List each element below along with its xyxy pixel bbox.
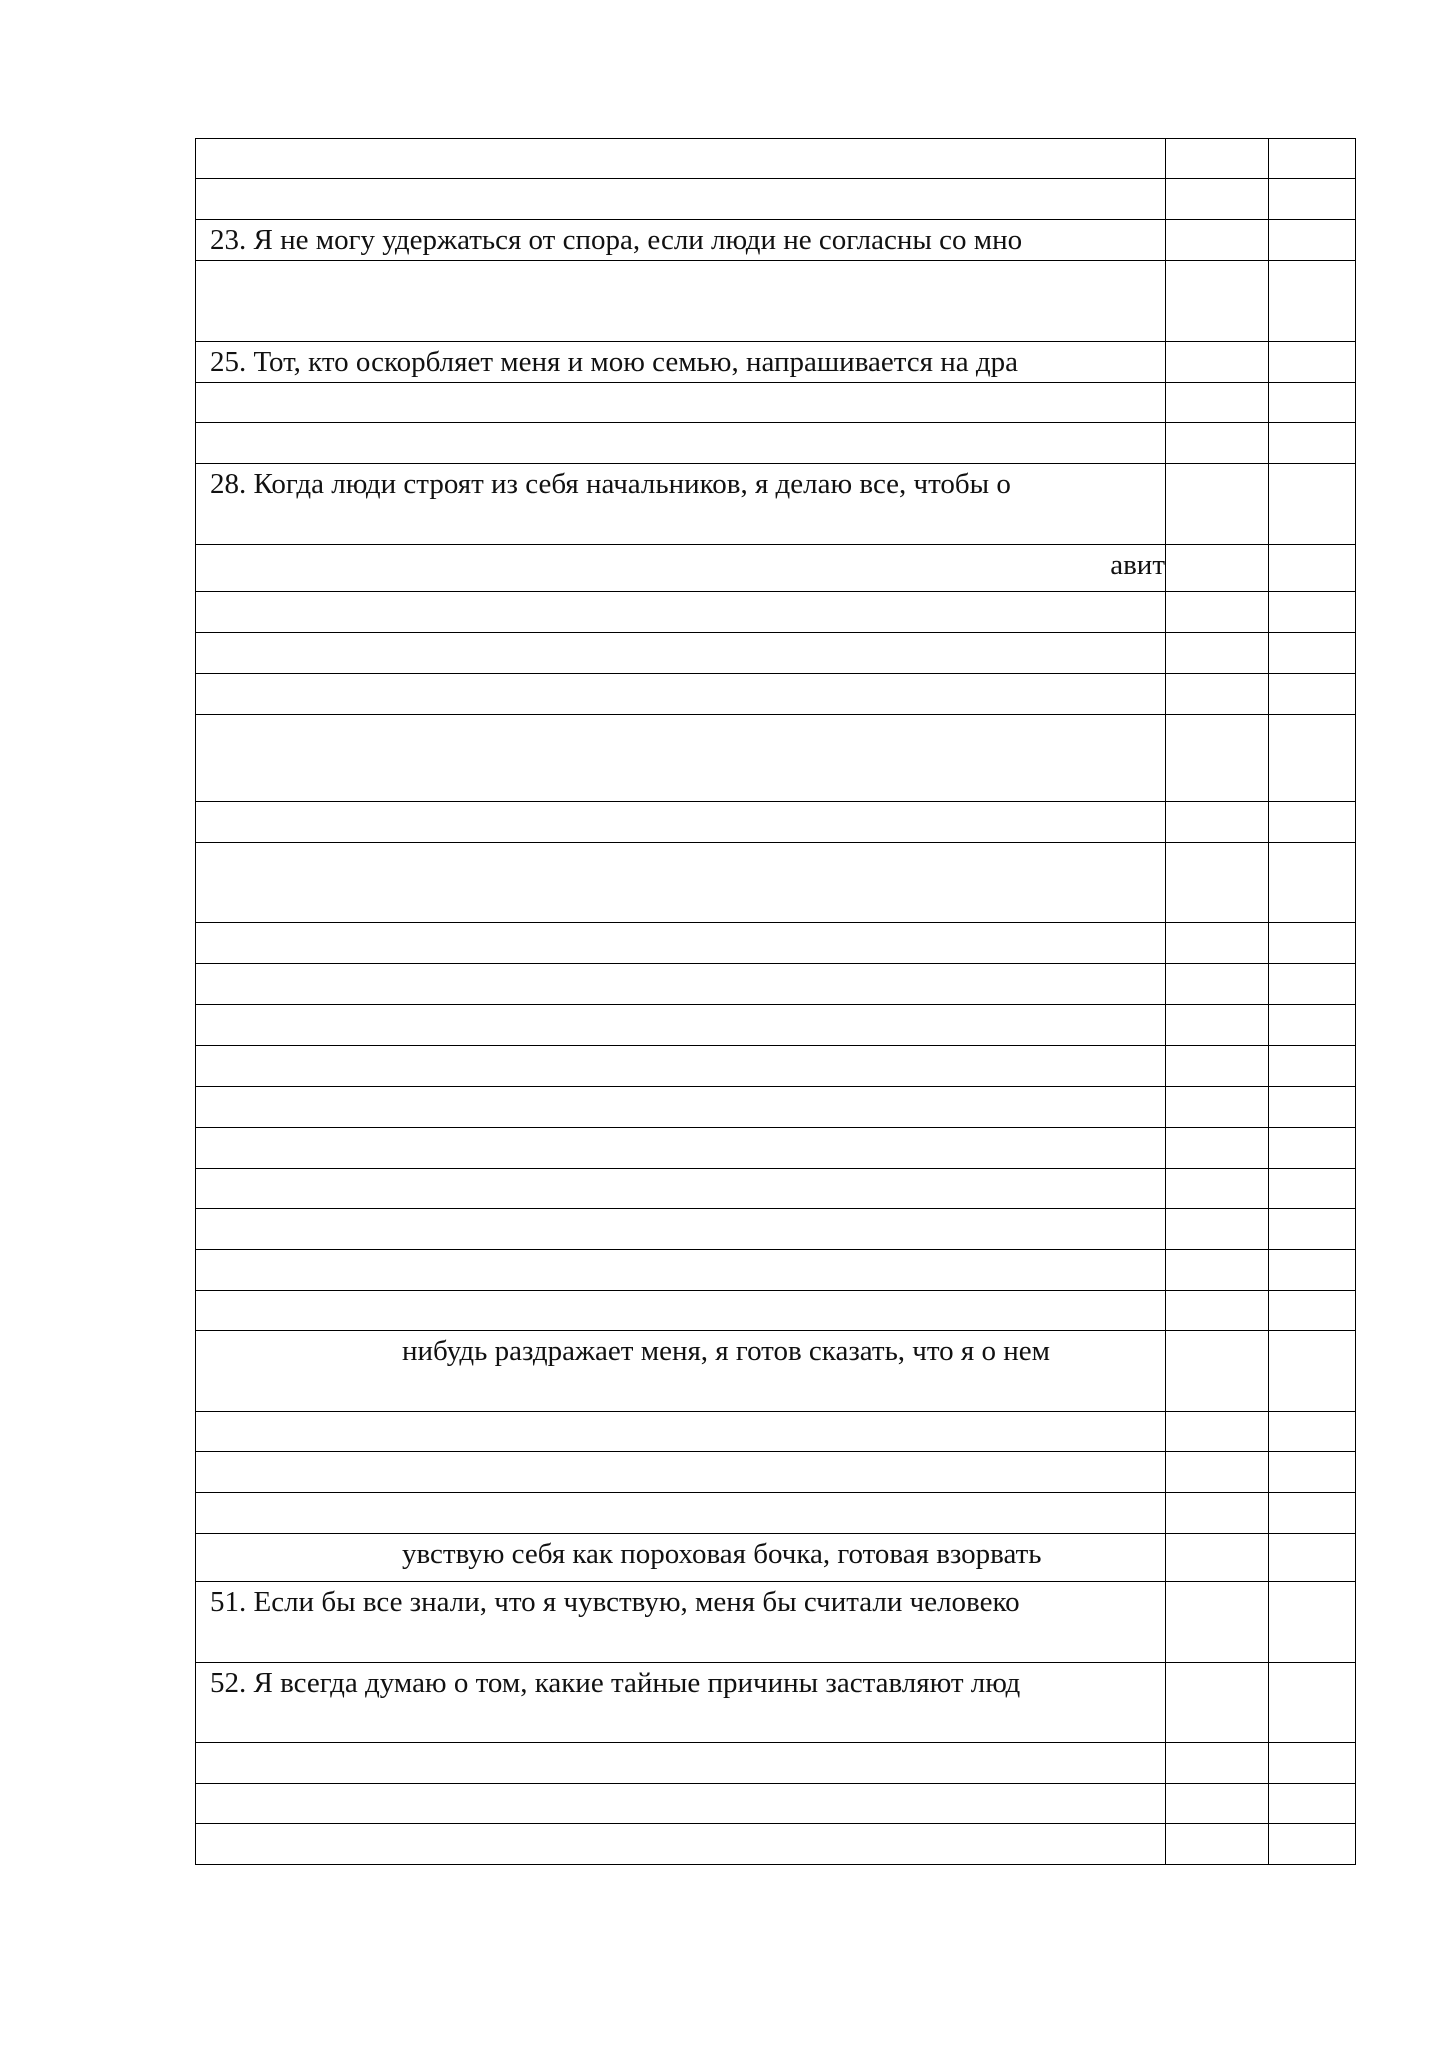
answer-cell-yes (1166, 1331, 1269, 1412)
answer-cell-yes (1166, 923, 1269, 964)
question-cell (196, 843, 1166, 923)
table-row (196, 545, 1356, 592)
table-row (196, 179, 1356, 220)
question-cell (196, 1128, 1166, 1169)
answer-cell-yes (1166, 383, 1269, 423)
table-row (196, 1250, 1356, 1291)
table-row (196, 1784, 1356, 1824)
answer-cell-yes (1166, 220, 1269, 261)
answer-cell-no (1269, 220, 1356, 261)
table-row (196, 1128, 1356, 1169)
question-cell (196, 1824, 1166, 1865)
table-row (196, 633, 1356, 674)
answer-cell-yes (1166, 1250, 1269, 1291)
question-text: 28. Когда люди строят из себя начальников, я делаю все, чтобы о (210, 468, 1011, 500)
table-row (196, 1331, 1356, 1412)
question-cell (196, 592, 1166, 633)
answer-cell-yes (1166, 261, 1269, 342)
question-text: нибудь раздражает меня, я готов сказать, что я о нем (402, 1335, 1050, 1367)
table-row (196, 1412, 1356, 1452)
question-cell (196, 1087, 1166, 1128)
question-text: 51. Если бы все знали, что я чувствую, меня бы считали человеко (210, 1586, 1020, 1618)
answer-cell-yes (1166, 674, 1269, 715)
answer-cell-yes (1166, 964, 1269, 1005)
answer-cell-no (1269, 592, 1356, 633)
table-row (196, 1209, 1356, 1250)
answer-cell-yes (1166, 1493, 1269, 1534)
answer-cell-yes (1166, 545, 1269, 592)
table-row (196, 1291, 1356, 1331)
answer-cell-no (1269, 545, 1356, 592)
question-cell (196, 423, 1166, 464)
answer-cell-yes (1166, 1209, 1269, 1250)
table-row (196, 964, 1356, 1005)
table-row (196, 923, 1356, 964)
answer-cell-no (1269, 1169, 1356, 1209)
question-cell (196, 545, 1166, 592)
question-cell (196, 1493, 1166, 1534)
question-cell (196, 715, 1166, 802)
answer-cell-no (1269, 923, 1356, 964)
answer-cell-no (1269, 261, 1356, 342)
answer-cell-no (1269, 964, 1356, 1005)
answer-cell-yes (1166, 464, 1269, 545)
answer-cell-no (1269, 179, 1356, 220)
question-cell (196, 1046, 1166, 1087)
answer-cell-yes (1166, 179, 1269, 220)
answer-cell-no (1269, 1743, 1356, 1784)
answer-cell-no (1269, 423, 1356, 464)
question-cell (196, 1412, 1166, 1452)
answer-cell-yes (1166, 1784, 1269, 1824)
answer-cell-no (1269, 633, 1356, 674)
question-text: 25. Тот, кто оскорбляет меня и мою семью, напрашивается на дра (210, 346, 1019, 378)
table-row (196, 715, 1356, 802)
answer-cell-no (1269, 1663, 1356, 1743)
table-row (196, 383, 1356, 423)
answer-cell-yes (1166, 139, 1269, 179)
answer-cell-yes (1166, 1534, 1269, 1582)
question-text: 23. Я не могу удержаться от спора, если люди не согласны со мно (210, 224, 1023, 256)
question-cell (196, 1452, 1166, 1493)
question-text: увствую себя как пороховая бочка, готовая взорвать (402, 1538, 1042, 1570)
answer-cell-no (1269, 383, 1356, 423)
answer-cell-yes (1166, 1663, 1269, 1743)
answer-cell-no (1269, 802, 1356, 843)
table-row (196, 342, 1356, 383)
answer-cell-no (1269, 1291, 1356, 1331)
answer-cell-no (1269, 1582, 1356, 1663)
answer-cell-no (1269, 1534, 1356, 1582)
answer-cell-no (1269, 1452, 1356, 1493)
answer-cell-no (1269, 1250, 1356, 1291)
question-cell (196, 1582, 1166, 1663)
answer-cell-yes (1166, 633, 1269, 674)
table-row (196, 1743, 1356, 1784)
answer-cell-yes (1166, 715, 1269, 802)
question-cell (196, 1250, 1166, 1291)
question-cell (196, 342, 1166, 383)
table-row (196, 592, 1356, 633)
answer-cell-no (1269, 1331, 1356, 1412)
questionnaire-table (195, 138, 1356, 1865)
answer-cell-yes (1166, 1046, 1269, 1087)
answer-cell-no (1269, 1412, 1356, 1452)
question-cell (196, 1209, 1166, 1250)
question-cell (196, 1743, 1166, 1784)
question-cell (196, 1534, 1166, 1582)
question-cell (196, 464, 1166, 545)
answer-cell-no (1269, 1128, 1356, 1169)
table-row (196, 1582, 1356, 1663)
answer-cell-yes (1166, 1005, 1269, 1046)
answer-cell-yes (1166, 1128, 1269, 1169)
table-row (196, 843, 1356, 923)
table-row (196, 674, 1356, 715)
answer-cell-yes (1166, 1169, 1269, 1209)
table-row (196, 1493, 1356, 1534)
answer-cell-no (1269, 843, 1356, 923)
table-row (196, 1663, 1356, 1743)
answer-cell-no (1269, 1005, 1356, 1046)
table-row (196, 464, 1356, 545)
table-row (196, 423, 1356, 464)
question-cell (196, 220, 1166, 261)
answer-cell-yes (1166, 1412, 1269, 1452)
question-cell (196, 1169, 1166, 1209)
question-text: авит (1110, 549, 1165, 581)
table-row (196, 1046, 1356, 1087)
table-row (196, 220, 1356, 261)
answer-cell-yes (1166, 342, 1269, 383)
table-row (196, 1452, 1356, 1493)
answer-cell-no (1269, 342, 1356, 383)
question-text: 52. Я всегда думаю о том, какие тайные причины заставляют люд (210, 1667, 1021, 1699)
answer-cell-no (1269, 139, 1356, 179)
question-cell (196, 802, 1166, 843)
answer-cell-no (1269, 1209, 1356, 1250)
answer-cell-no (1269, 1784, 1356, 1824)
question-cell (196, 179, 1166, 220)
question-cell (196, 1291, 1166, 1331)
question-cell (196, 923, 1166, 964)
answer-cell-yes (1166, 1824, 1269, 1865)
table-row (196, 1169, 1356, 1209)
table-row (196, 261, 1356, 342)
answer-cell-yes (1166, 423, 1269, 464)
answer-cell-no (1269, 1493, 1356, 1534)
table-row (196, 802, 1356, 843)
table-row (196, 1087, 1356, 1128)
question-cell (196, 964, 1166, 1005)
table-row (196, 139, 1356, 179)
question-cell (196, 1663, 1166, 1743)
answer-cell-yes (1166, 1291, 1269, 1331)
questionnaire-table-body (196, 139, 1356, 1865)
question-cell (196, 1005, 1166, 1046)
answer-cell-yes (1166, 592, 1269, 633)
answer-cell-no (1269, 715, 1356, 802)
table-row (196, 1824, 1356, 1865)
answer-cell-yes (1166, 1452, 1269, 1493)
answer-cell-yes (1166, 843, 1269, 923)
question-cell (196, 1331, 1166, 1412)
answer-cell-no (1269, 1046, 1356, 1087)
answer-cell-no (1269, 1087, 1356, 1128)
question-cell (196, 633, 1166, 674)
answer-cell-yes (1166, 1087, 1269, 1128)
answer-cell-yes (1166, 802, 1269, 843)
question-cell (196, 139, 1166, 179)
table-row (196, 1005, 1356, 1046)
table-row (196, 1534, 1356, 1582)
answer-cell-yes (1166, 1743, 1269, 1784)
answer-cell-no (1269, 1824, 1356, 1865)
answer-cell-no (1269, 464, 1356, 545)
question-cell (196, 261, 1166, 342)
answer-cell-no (1269, 674, 1356, 715)
answer-cell-yes (1166, 1582, 1269, 1663)
question-cell (196, 674, 1166, 715)
question-cell (196, 383, 1166, 423)
question-cell (196, 1784, 1166, 1824)
